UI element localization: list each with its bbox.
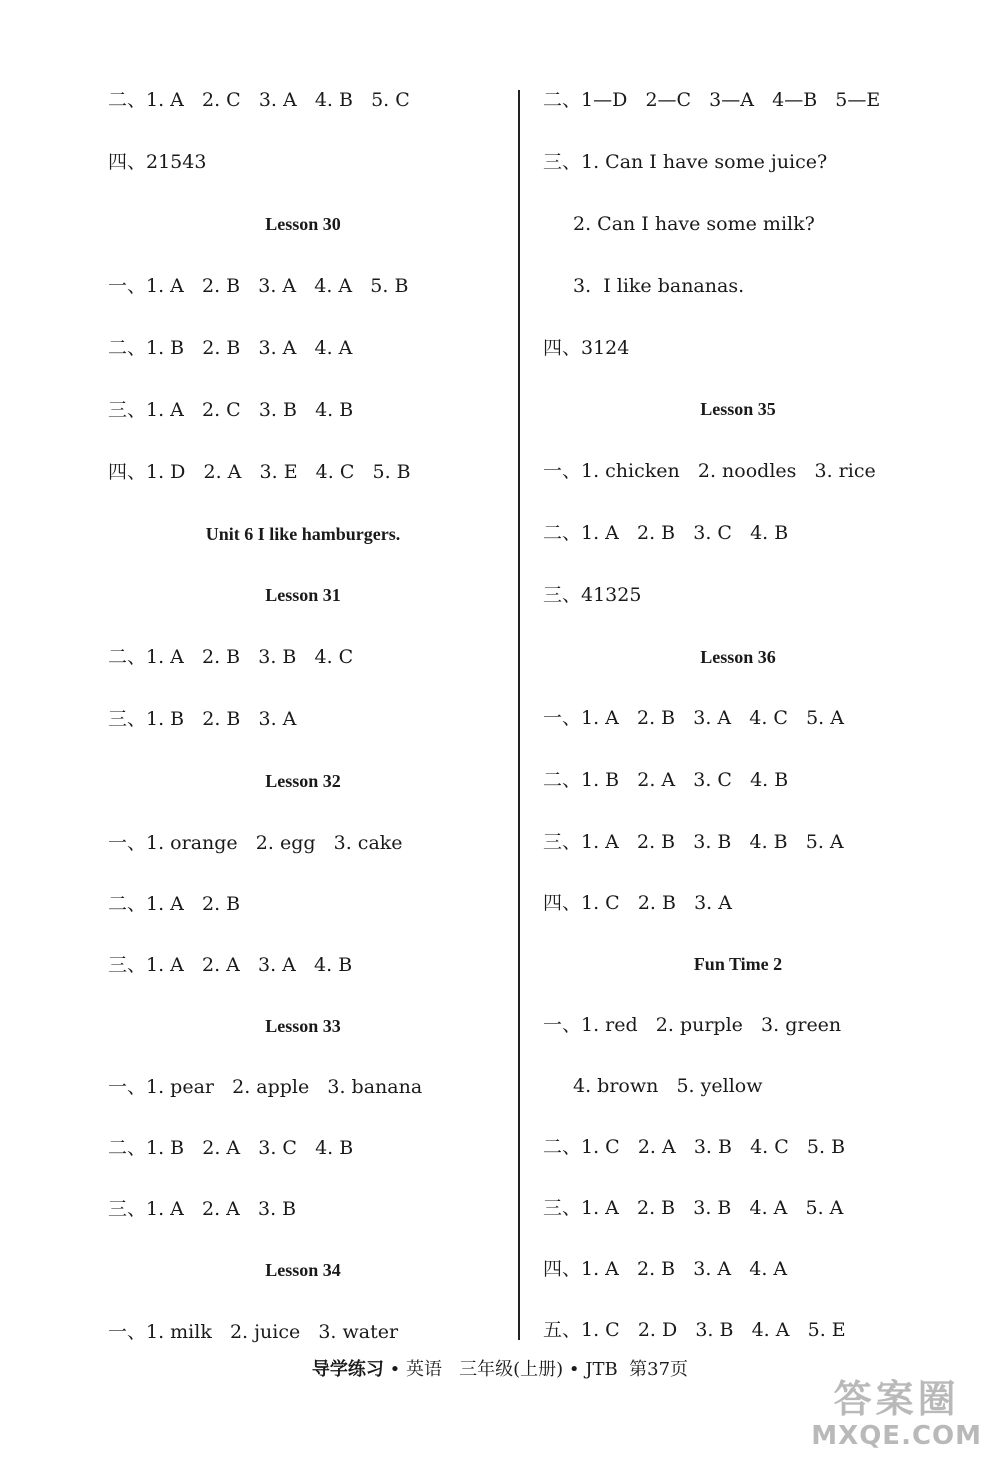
unit-heading: Unit 6 I like hamburgers. xyxy=(205,524,401,544)
lesson-heading: Lesson 32 xyxy=(265,771,341,791)
answer-line: 一、1. red 2. purple 3. green xyxy=(543,1014,842,1036)
answer-line: 四、3124 xyxy=(543,337,630,359)
answer-line: 四、1. A 2. B 3. A 4. A xyxy=(543,1258,788,1280)
answer-line: 三、1. A 2. A 3. A 4. B xyxy=(108,954,353,976)
answer-line: 二、1—D 2—C 3—A 4—B 5—E xyxy=(543,89,881,111)
answer-line: 三、1. B 2. B 3. A xyxy=(108,708,297,730)
answer-line: 三、1. A 2. A 3. B xyxy=(108,1198,297,1220)
answer-line: 三、1. A 2. B 3. B 4. A 5. A xyxy=(543,1197,844,1219)
lesson-heading: Lesson 33 xyxy=(265,1016,341,1036)
answer-line: 四、1. C 2. B 3. A xyxy=(543,892,732,914)
answer-line: 二、1. C 2. A 3. B 4. C 5. B xyxy=(543,1136,846,1158)
answer-line: 一、1. pear 2. apple 3. banana xyxy=(108,1076,423,1098)
answer-line: 二、1. A 2. B xyxy=(108,893,241,915)
lesson-heading: Lesson 36 xyxy=(700,647,776,667)
watermark-logo xyxy=(811,1377,982,1451)
watermark-main: 答案圈 xyxy=(833,1377,960,1421)
answer-line: 一、1. A 2. B 3. A 4. C 5. A xyxy=(543,707,844,729)
answer-line: 一、1. milk 2. juice 3. water xyxy=(108,1321,399,1343)
lesson-heading: Fun Time 2 xyxy=(693,954,783,974)
answer-line: 2. Can I have some milk? xyxy=(573,213,815,235)
column-divider xyxy=(518,90,520,1340)
answer-line: 3. I like bananas. xyxy=(573,275,745,297)
answer-line: 二、1. B 2. A 3. C 4. B xyxy=(108,1137,354,1159)
answer-line: 三、41325 xyxy=(543,584,642,606)
lesson-heading: Lesson 31 xyxy=(265,585,341,605)
watermark-site: MXQE.COM xyxy=(811,1421,982,1451)
answer-line: 三、1. A 2. C 3. B 4. B xyxy=(108,399,354,421)
lesson-heading: Lesson 34 xyxy=(265,1260,341,1280)
lesson-heading: Lesson 35 xyxy=(700,399,776,419)
answer-line: 一、1. orange 2. egg 3. cake xyxy=(108,832,403,854)
answer-line: 二、1. B 2. B 3. A 4. A xyxy=(108,337,353,359)
answer-line: 二、1. A 2. B 3. B 4. C xyxy=(108,646,354,668)
answer-line: 二、1. B 2. A 3. C 4. B xyxy=(543,769,789,791)
answer-line: 三、1. A 2. B 3. B 4. B 5. A xyxy=(543,831,844,853)
answer-line: 一、1. chicken 2. noodles 3. rice xyxy=(543,460,876,482)
footer-brand: 导学练习 xyxy=(311,1359,384,1380)
answer-line: 四、21543 xyxy=(108,151,207,173)
answer-line: 三、1. Can I have some juice? xyxy=(543,151,828,173)
answer-line: 一、1. A 2. B 3. A 4. A 5. B xyxy=(108,275,409,297)
lesson-heading: Lesson 30 xyxy=(265,214,341,234)
answer-line: 五、1. C 2. D 3. B 4. A 5. E xyxy=(543,1319,846,1341)
answer-line: 二、1. A 2. C 3. A 4. B 5. C xyxy=(108,89,410,111)
answer-line: 4. brown 5. yellow xyxy=(573,1075,763,1097)
footer-info: • 英语 三年级(上册) • JTB 第37页 xyxy=(383,1359,689,1380)
answer-line: 四、1. D 2. A 3. E 4. C 5. B xyxy=(108,461,411,483)
answer-line: 二、1. A 2. B 3. C 4. B xyxy=(543,522,789,544)
